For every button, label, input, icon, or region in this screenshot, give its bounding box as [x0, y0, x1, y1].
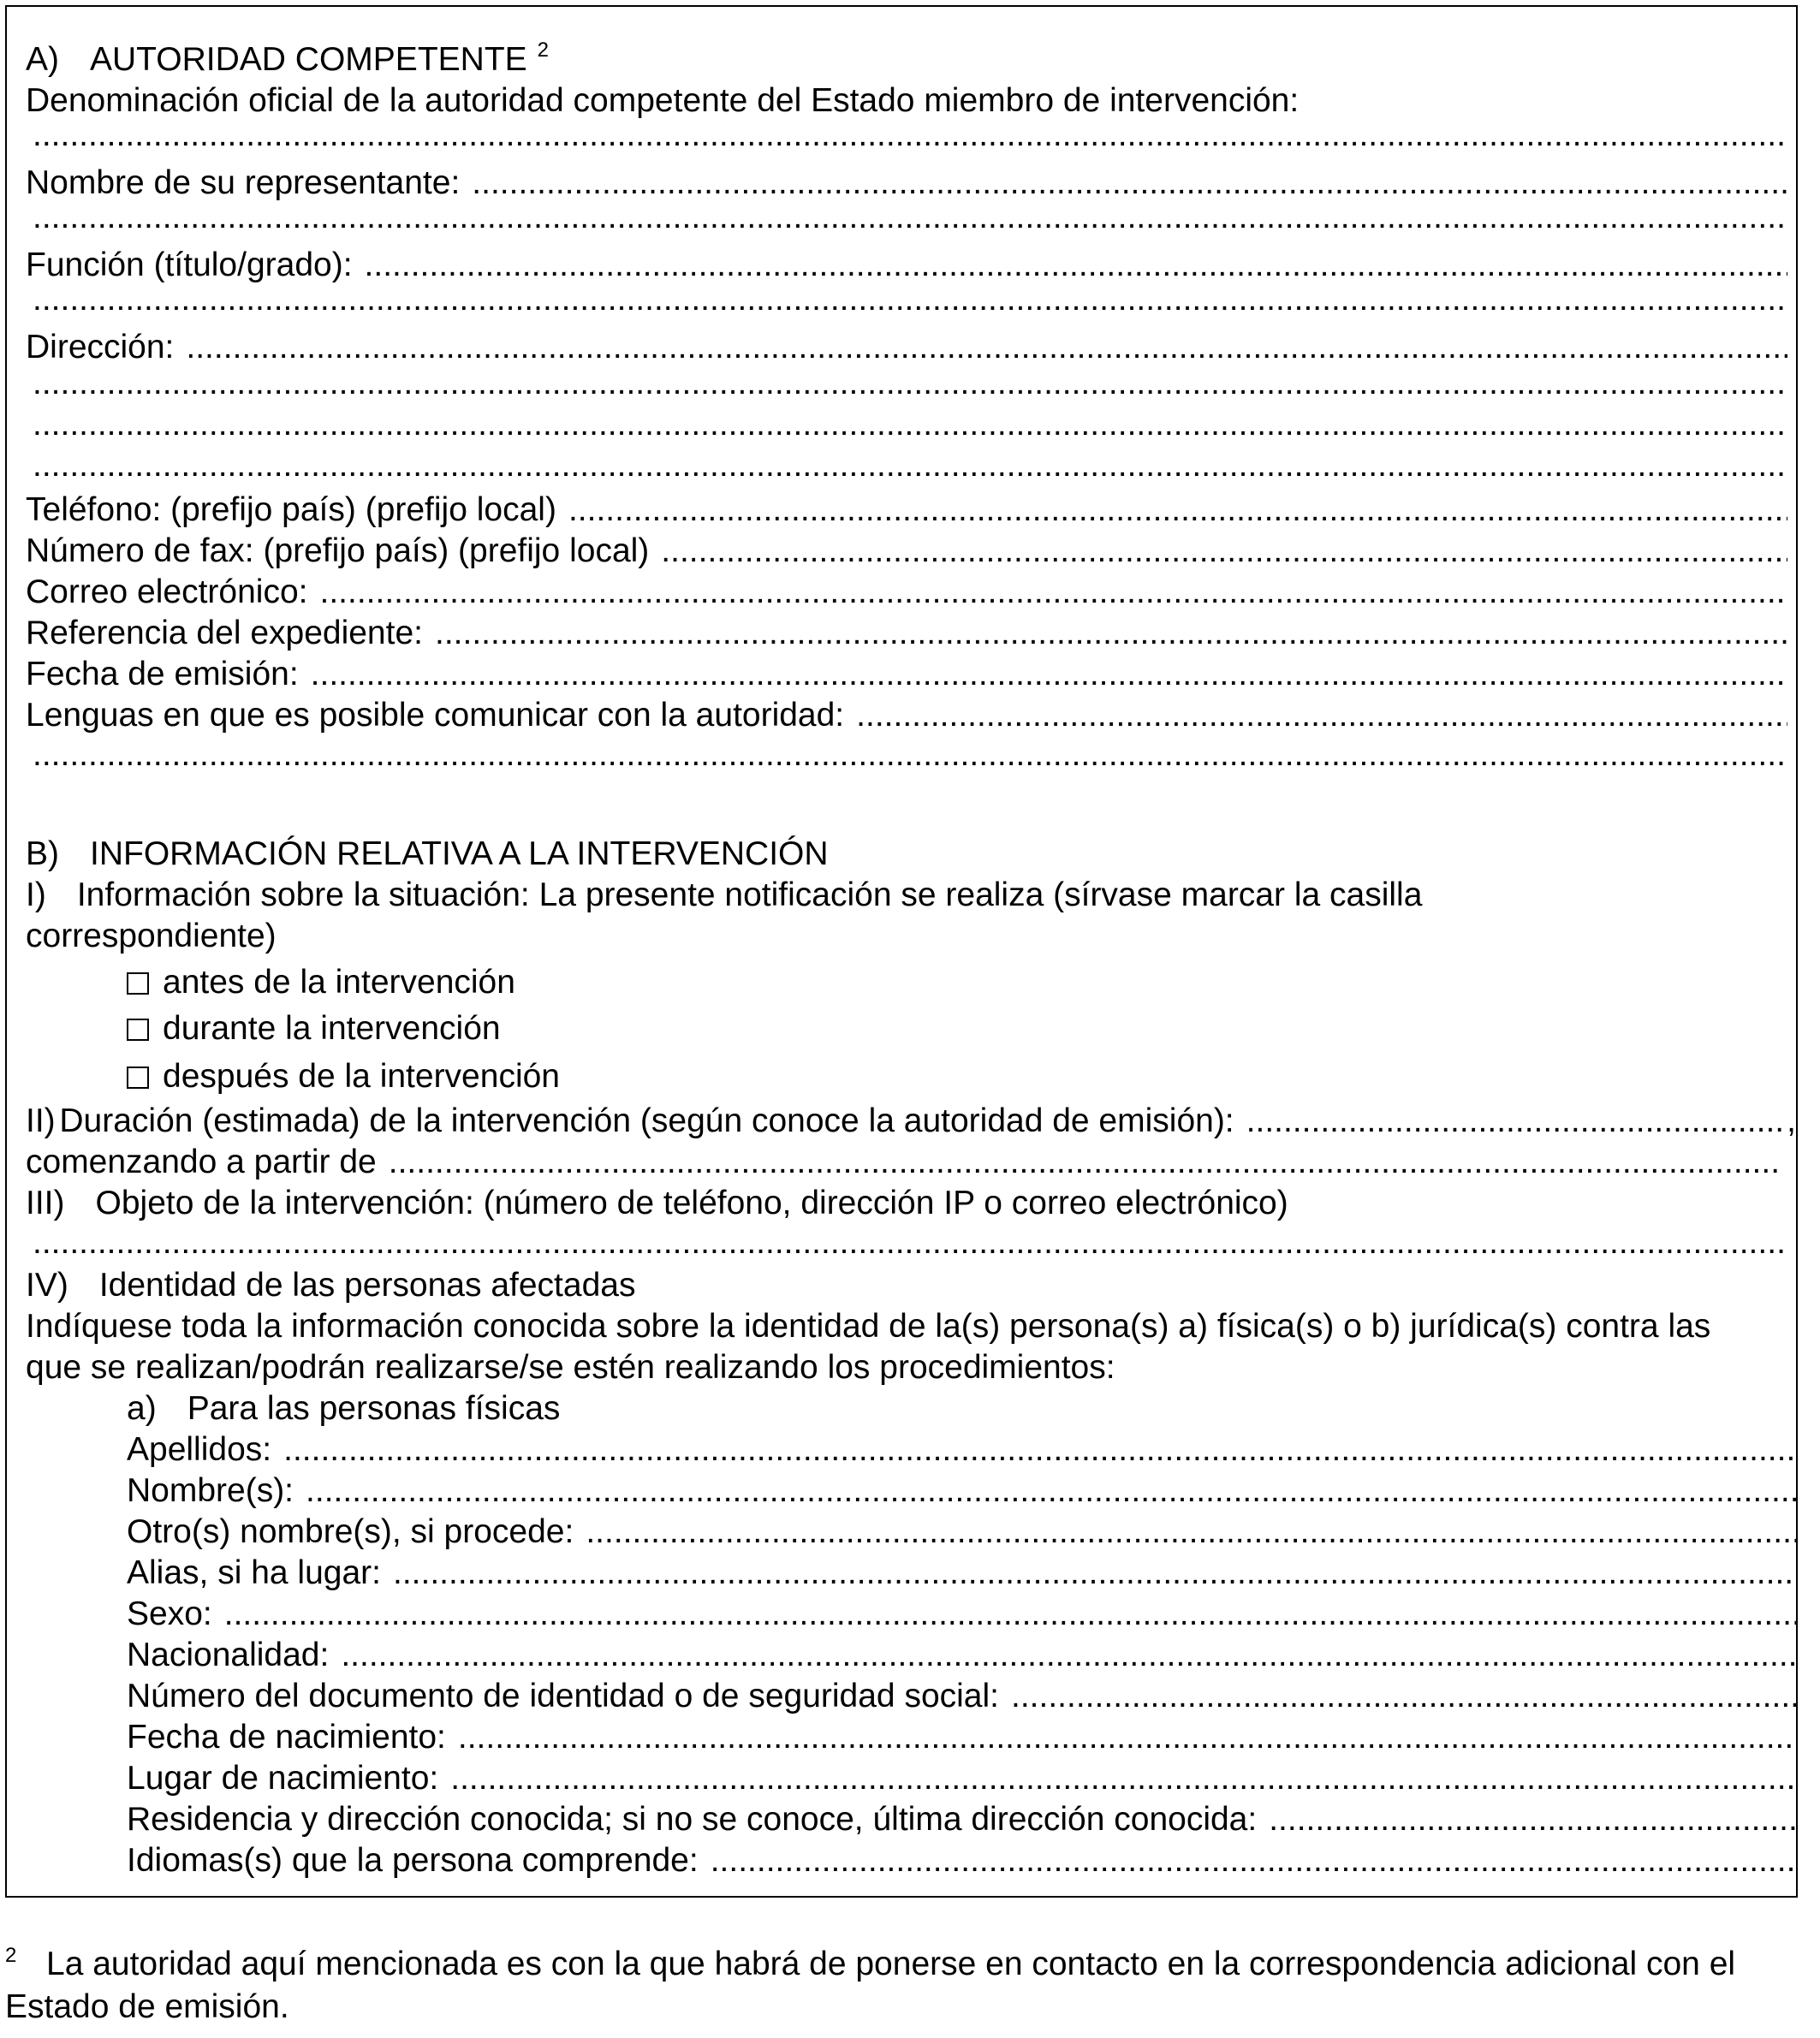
address-field-cont-2[interactable] — [33, 404, 1787, 445]
languages-field[interactable] — [26, 695, 1787, 736]
first-name-label: Nombre(s): — [127, 1472, 294, 1509]
nationality-field[interactable] — [127, 1635, 1796, 1676]
object-line — [26, 1183, 1288, 1224]
alias-field[interactable] — [127, 1553, 1796, 1594]
representative-field-cont[interactable] — [33, 197, 1787, 238]
languages-label: Lenguas en que es posible comunicar con la autoridad: — [26, 697, 845, 734]
issue-date-label: Fecha de emisión: — [26, 656, 299, 692]
address-field-cont-1[interactable] — [33, 363, 1787, 404]
option-before[interactable] — [127, 962, 515, 1003]
sub-a-letter: a) — [127, 1390, 157, 1427]
section-a-heading — [26, 39, 549, 85]
birth-place-field[interactable] — [127, 1758, 1796, 1799]
object-field[interactable] — [33, 1222, 1787, 1263]
address-label: Dirección: — [26, 329, 175, 365]
languages-understood-label: Idiomas(s) que la persona comprende: — [127, 1842, 699, 1879]
identity-text-1: Indíquese toda la información conocida sobre la identidad de la(s) persona(s) a) física(s) o b) jurídica(s) contra las — [26, 1308, 1711, 1345]
languages-understood-field[interactable] — [127, 1840, 1796, 1881]
checkbox-before[interactable] — [127, 972, 149, 995]
address-field[interactable] — [26, 327, 1787, 368]
languages-field-cont[interactable] — [33, 734, 1787, 775]
option-before-label: antes de la intervención — [163, 964, 515, 1001]
first-name-field[interactable] — [127, 1471, 1796, 1512]
section-b-letter: B) — [26, 835, 59, 872]
option-after[interactable] — [127, 1056, 560, 1097]
function-label: Función (título/grado): — [26, 247, 353, 283]
footnote-text: La autoridad aquí mencionada es con la que habrá de ponerse en contacto en la correspondencia adicional con el Estado de emisión. — [5, 1946, 1736, 2025]
sub-a-title: Para las personas físicas — [187, 1390, 561, 1427]
fax-label: Número de fax: (prefijo país) (prefijo local) — [26, 532, 650, 569]
nationality-label: Nacionalidad: — [127, 1637, 330, 1673]
identity-text-2: que se realizan/podrán realizarse/se estén realizando los procedimientos: — [26, 1349, 1115, 1386]
file-ref-field[interactable] — [26, 613, 1787, 654]
checkbox-after[interactable] — [127, 1067, 149, 1089]
sex-label: Sexo: — [127, 1595, 212, 1632]
birth-date-field[interactable] — [127, 1717, 1796, 1758]
issue-date-field[interactable] — [26, 654, 1787, 695]
form-box — [5, 5, 1798, 1898]
situation-line — [26, 875, 1422, 916]
birth-place-label: Lugar de nacimiento: — [127, 1760, 439, 1797]
official-name-label: Denominación oficial de la autoridad competente del Estado miembro de intervención: — [26, 82, 1300, 119]
fax-field[interactable] — [26, 531, 1787, 572]
checkbox-during[interactable] — [127, 1019, 149, 1041]
id-number-field[interactable] — [127, 1676, 1796, 1717]
footnote-mark: 2 — [5, 1944, 17, 1967]
duration-field[interactable] — [26, 1101, 1796, 1142]
phone-field[interactable] — [26, 490, 1787, 531]
duration-comma: , — [1787, 1102, 1796, 1139]
surname-label: Apellidos: — [127, 1431, 272, 1468]
surname-field[interactable] — [127, 1429, 1796, 1471]
option-after-label: después de la intervención — [163, 1058, 560, 1095]
duration-numeral: II) — [26, 1102, 56, 1139]
situation-text: Información sobre la situación: La presente notificación se realiza (sírvase marcar la casilla — [76, 876, 1423, 913]
identity-title: Identidad de las personas afectadas — [98, 1267, 636, 1304]
other-names-label: Otro(s) nombre(s), si procede: — [127, 1513, 574, 1550]
email-field[interactable] — [26, 572, 1787, 613]
section-a-title: AUTORIDAD COMPETENTE — [90, 41, 527, 78]
identity-heading — [26, 1265, 635, 1306]
email-label: Correo electrónico: — [26, 573, 308, 610]
situation-numeral: I) — [26, 876, 46, 913]
duration-label: Duración (estimada) de la intervención (según conoce la autoridad de emisión): — [59, 1102, 1234, 1139]
function-field-cont[interactable] — [33, 279, 1787, 320]
start-label: comenzando a partir de — [26, 1144, 377, 1180]
file-ref-label: Referencia del expediente: — [26, 615, 423, 651]
section-b-heading — [26, 834, 829, 875]
identity-numeral: IV) — [26, 1267, 68, 1304]
object-numeral: III) — [26, 1185, 65, 1221]
sex-field[interactable] — [127, 1594, 1796, 1635]
residence-field[interactable] — [127, 1799, 1796, 1840]
section-a-letter: A) — [26, 41, 59, 78]
footnote-ref: 2 — [537, 39, 550, 62]
representative-label: Nombre de su representante: — [26, 164, 461, 201]
object-label: Objeto de la intervención: (número de teléfono, dirección IP o correo electrónico) — [95, 1185, 1288, 1221]
alias-label: Alias, si ha lugar: — [127, 1554, 381, 1591]
address-field-cont-3[interactable] — [33, 445, 1787, 486]
id-number-label: Número del documento de identidad o de seguridad social: — [127, 1678, 999, 1714]
option-during-label: durante la intervención — [163, 1010, 501, 1047]
situation-text-cont: correspondiente) — [26, 918, 277, 954]
residence-label: Residencia y dirección conocida; si no se conoce, última dirección conocida: — [127, 1801, 1258, 1838]
other-names-field[interactable] — [127, 1512, 1796, 1553]
phone-label: Teléfono: (prefijo país) (prefijo local) — [26, 491, 556, 528]
official-name-field[interactable] — [33, 115, 1787, 156]
start-field[interactable] — [26, 1142, 1782, 1183]
option-during[interactable] — [127, 1008, 501, 1049]
footnote — [5, 1943, 1811, 2029]
natural-persons-heading — [127, 1388, 560, 1429]
section-b-title: INFORMACIÓN RELATIVA A LA INTERVENCIÓN — [90, 835, 829, 872]
birth-date-label: Fecha de nacimiento: — [127, 1719, 446, 1756]
